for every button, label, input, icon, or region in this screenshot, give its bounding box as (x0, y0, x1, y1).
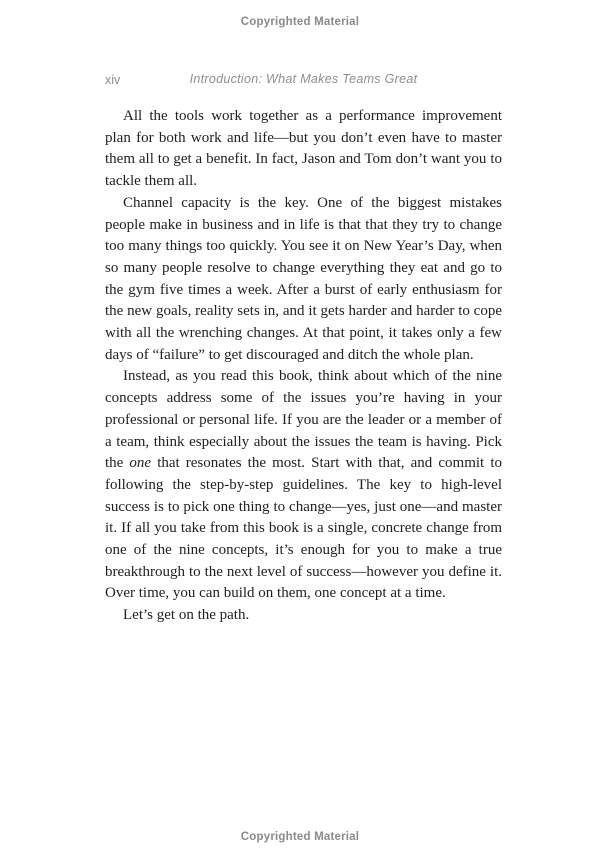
copyright-notice-top: Copyrighted Material (240, 16, 360, 28)
paragraph-1 (105, 106, 502, 193)
paragraph-3-text-b: that resonates the most. Start with that, and commit to following the step-by-step guidelines. The key to high-level success is to pick one thing to change—yes, just one—and master it. If all you take from this book is a single, concrete change from one of the nine concepts, it’s enough for you to make a true breakthrough to the next level of success—however you define it. Over time, you can build on them, one concept at a time. (105, 455, 502, 602)
paragraph-3-italic-word: one (129, 455, 152, 472)
paragraph-1-text: All the tools work together as a performance improvement plan for both work and life—but you don’t even have to master them all to get a benefit. In fact, Jason and Tom don’t want you to tackle them all. (105, 108, 502, 190)
paragraph-2 (105, 193, 502, 367)
running-header (105, 72, 502, 90)
paragraph-4-text: Let’s get on the path. (123, 607, 250, 624)
copyright-notice-bottom: Copyrighted Material (240, 831, 360, 843)
body-text (105, 106, 502, 627)
running-title: Introduction: What Makes Teams Great (189, 72, 418, 86)
paragraph-3-text-a: Instead, as you read this book, think about which of the nine concepts address some of the issues you’re having in your professional or personal life. If you are the leader or a member of a team, think especially about the issues the team is having. Pick the (105, 368, 502, 472)
page-number: xiv (105, 73, 121, 87)
paragraph-2-text: Channel capacity is the key. One of the biggest mistakes people make in business and in life is that that they try to change too many things too quickly. You see it on New Year’s Day, when so many people resolve to change everything they eat and go to the gym five times a week. After a burst of early enthusiasm for the new goals, reality sets in, and it gets harder and harder to cope with all the wrenching changes. At that point, it takes only a few days of “failure” to get discouraged and ditch the whole plan. (105, 194, 502, 363)
paragraph-4 (105, 605, 502, 627)
paragraph-3 (105, 366, 502, 605)
